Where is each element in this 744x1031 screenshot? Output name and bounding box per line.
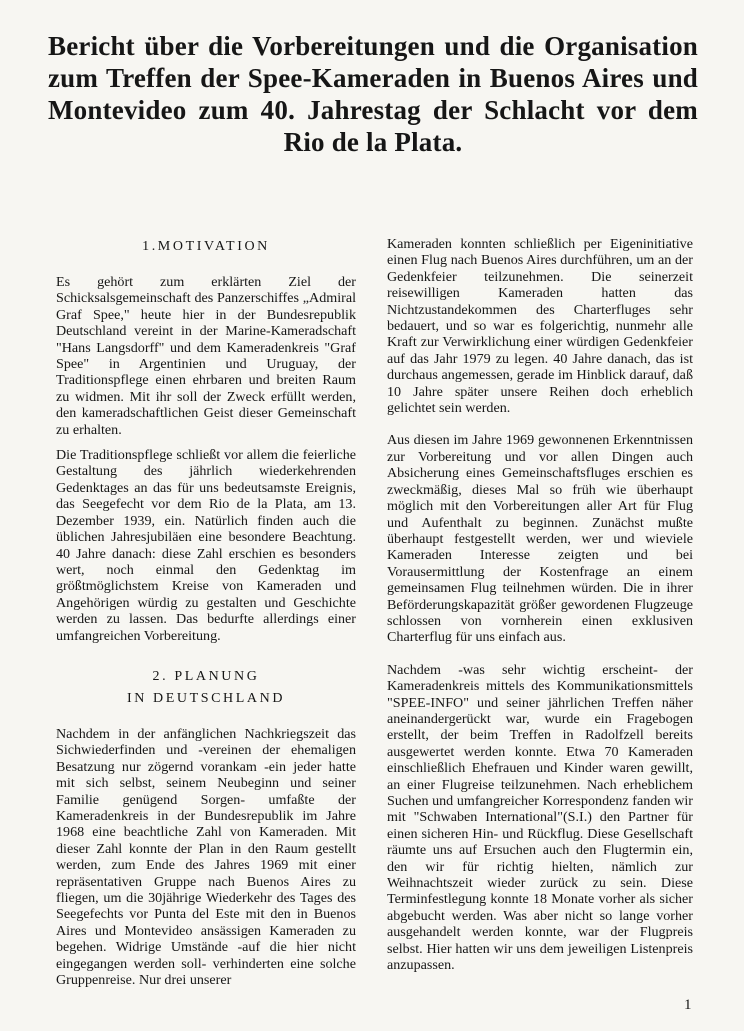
motivation-paragraph-1: Es gehört zum erklärten Ziel der Schicksalsgemeinschaft des Panzerschiffes „Admiral Graf Spee," heute hier in der Bundesrepublik Deutschland vereint in der Marine-Kameradschaft "Hans Langsdorff" und dem Kameradenkreis "Graf Spee" in Argentinien und Uruguay, der Traditionspflege einen ehrbaren und breiten Raum zu widmen. Mit ihr soll der Zweck erfüllt werden, den kameradschaftlichen Geist dieser Gemeinschaft zu erhalten. [56, 274, 356, 438]
heading-planung [56, 666, 356, 710]
planung-paragraph-1-continued: Kameraden konnten schließlich per Eigeninitiative einen Flug nach Buenos Aires durchführen, um an der Gedenkfeier teilzunehmen. Die seinerzeit reisewilligen Kameraden hatten das Nichtzustandekommen des Charterfluges sehr bedauert, und so war es folgerichtig, nunmehr alle Kraft zur Verwirklichung einer würdigen Gedenkfeier auf das Jahr 1979 zu legen. 40 Jahre danach, das ist durchaus angemessen, gerade im Hinblick darauf, daß 10 Jahre später unsere Reihen doch erheblich gelichtet sein werden. [387, 236, 693, 417]
motivation-paragraph-2: Die Traditionspflege schließt vor allem die feierliche Gestaltung des jährlich wiederkehrenden Gedenktages an das für uns bedeutsamste Ereignis, das Seegefecht vor dem Rio de la Plata, am 13. Dezember 1939, ein. Natürlich finden auch die üblichen Jahresjubiläen eine besondere Beachtung. 40 Jahre danach: diese Zahl erschien es besonders wert, noch einmal den Gedenktag im größtmöglichstem Kreise von Kameraden und Angehörigen würdig zu gestalten und Geschichte werden zu lassen. Das bedurfte allerdings einer umfangreichen Vorbereitung. [56, 447, 356, 644]
right-column [387, 236, 693, 973]
left-column [56, 236, 356, 988]
planung-paragraph-2: Aus diesen im Jahre 1969 gewonnenen Erkenntnissen zur Vorbereitung und vor allen Dingen auch Absicherung eines Gemeinschaftsfluges erschien es zweckmäßig, dieses Mal so früh wie überhaupt möglich mit den Vorbereitungen aller Art für Flug und Aufenthalt zu beginnen. Zunächst mußte überhaupt festgestellt werden, wer und wieviele Kameraden Interesse zeigten und bei Vorausermittlung der Kostenfrage an einem gemeinsamen Flug teilnehmen würden. Die in ihrer Beförderungskapazität größer gewordenen Flugzeuge schlossen von vornherein einen exklusiven Charterflug für uns einfach aus. [387, 432, 693, 646]
report-title: Bericht über die Vorbereitungen und die Organisation zum Treffen der Spee-Kameraden in Buenos Aires und Montevideo zum 40. Jahrestag der Schlacht vor dem Rio de la Plata. [48, 31, 698, 157]
heading-planung-line2: IN DEUTSCHLAND [126, 690, 286, 706]
planung-paragraph-3: Nachdem -was sehr wichtig erscheint- der Kameradenkreis mittels des Kommunikationsmittels "SPEE-INFO" und seiner jährlichen Treffen näher aneinandergerückt war, wurde ein Fragebogen erstellt, der beim Treffen in Radolfzell bereits ausgewertet werden konnte. Etwa 70 Kameraden einschließlich Ehefrauen und Kinder waren gewillt, an einer Flugreise teilzunehmen. Nach erheblichem Suchen und umfangreicher Korrespondenz fanden wir mit "Schwaben International"(S.I.) den Partner für einen sicheren Hin- und Rückflug. Diese Gesellschaft räumte uns auf Ersuchen auch den Flugtermin ein, den wir für richtig hielten, nämlich zur Weihnachtszeit wieder zurück zu sein. Diese Terminfestlegung konnte 18 Monate vorher als sicher abgebucht werden. Was aber nicht so lange vorher ausgehandelt werden konnte, war der Flugpreis selbst. Hier hatten wir uns dem jeweiligen Listenpreis anzupassen. [387, 661, 693, 974]
page-number: 1 [684, 997, 692, 1013]
heading-planung-line1: 2. PLANUNG [152, 668, 260, 684]
planung-paragraph-1-start: Nachdem in der anfänglichen Nachkriegszeit das Sichwiederfinden und -vereinen der ehemaligen Besatzung nur zögernd vorankam -ein jeder hatte mit sich selbst, seinem Neubeginn und seiner Familie genügend Sorgen- umfaßte der Kameradenkreis in der Bundesrepublik im Jahre 1968 eine beachtliche Zahl von Kameraden. Mit dieser Zahl konnte der Plan in den Raum gestellt werden, zum Ende des Jahres 1969 mit einer repräsentativen Gruppe nach Buenos Aires zu fliegen, um die 30jährige Wiederkehr des Tages des Seegefechts vor Punta del Este mit den in Buenos Aires und Montevideo ansässigen Kameraden zu begehen. Widrige Umstände -auf die hier nicht eingegangen werden soll- verhinderten eine solche Gruppenreise. Nur drei unserer [56, 725, 356, 989]
heading-motivation: 1.MOTIVATION [142, 239, 270, 254]
